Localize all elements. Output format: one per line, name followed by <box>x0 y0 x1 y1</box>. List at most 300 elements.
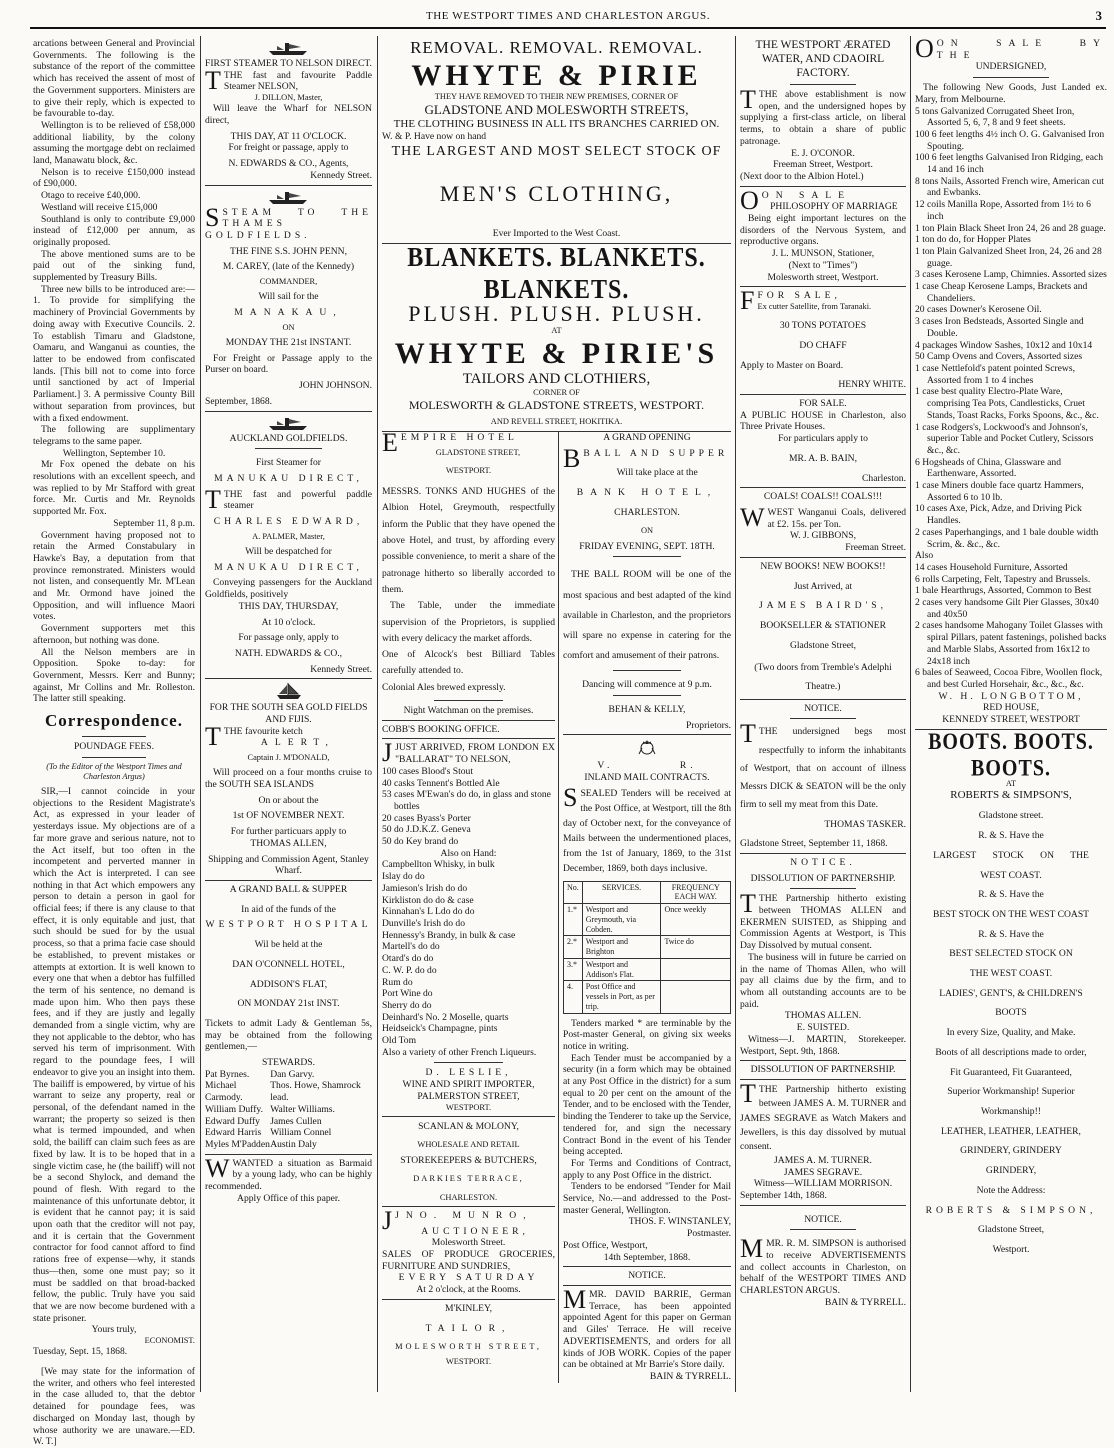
ad-headline: JJUST ARRIVED, FROM LONDON EX "BALLARAT" TO NELSON, <box>382 738 555 768</box>
ad-date: 14th September, 1868. <box>603 1251 691 1263</box>
ad-at: AT <box>551 326 562 336</box>
ad-body: THE LARGEST AND MOST SELECT STOCK OF <box>391 143 722 159</box>
ad-product: PHILOSOPHY OF MARRIAGE <box>770 201 898 213</box>
ad-signature: BAIN & TYRRELL. <box>649 1370 731 1382</box>
ad-venue: CHARLESTON. <box>614 506 680 518</box>
ad-body: TTHE favourite ketch <box>205 721 303 751</box>
ad-body: TTHE above establishment is now open, and the undersigned hopes by supplying a first-class article, on liberal terms, to obtain a share of public patronage. <box>740 85 906 147</box>
ad-date: FRIDAY EVENING, SEPT. 18TH. <box>579 540 715 552</box>
ad-subheading: Also on Hand: <box>440 847 497 859</box>
ad-route: MANUKAU DIRECT, <box>214 472 363 484</box>
ad-trade: TAILOR, <box>425 1322 512 1334</box>
divider <box>382 1206 555 1207</box>
ad-signature: THOMAS TASKER. <box>824 818 906 830</box>
ad-signature: THOMAS ALLEN. <box>784 1010 862 1022</box>
list-item: 4 packages Window Sashes, 10x12 and 10x14 <box>915 339 1093 351</box>
list-item: Also a variety of other French Liqueurs. <box>382 1046 537 1058</box>
ad-body: Superior Workmanship! Superior <box>947 1086 1075 1098</box>
divider <box>613 670 680 671</box>
steward-name: Edward Harris <box>205 1127 262 1139</box>
steward-name: Myles M'Padden <box>205 1138 270 1150</box>
ad-name: ROBERTS & SIMPSON'S, <box>950 789 1072 802</box>
ad-body: TTHE undersigned begs most respectfully to inform the inhabitants of Westport, that on account of illness Messrs DICK & SEATON will be the only firm to sell my meat from this Date. <box>740 719 906 811</box>
list-item: 3 cases Iron Bedsteads, Assorted Single and Double. <box>915 316 1084 339</box>
divider <box>82 757 147 758</box>
table-cell: Westport and Greymouth, via Cobden. <box>582 904 661 936</box>
ad-body: Will take place at the <box>616 467 698 479</box>
ad-address: Freeman Street. <box>845 542 906 554</box>
ad-venue: ADDISON'S FLAT, <box>249 978 328 990</box>
table-cell: Once weekly <box>661 904 731 936</box>
ad-body: R. & S. Have the <box>978 928 1044 940</box>
ad-headline: FOR SALE. <box>799 398 847 410</box>
column-merchandise <box>912 34 1110 1390</box>
ad-headline: NOTICE. <box>628 1270 666 1282</box>
ad-address: WESTPORT. <box>445 465 492 475</box>
news-paragraph: All the Nelson members are in Opposition. Spoke to-day: for Government, Messrs. Kerr and Bunny; against, Mr Collins and Mr. Rolleston. The latter still speaking. <box>33 646 195 705</box>
ad-address: GLADSTONE STREET, <box>435 447 521 457</box>
list-item: 1 bale Hearthrugs, Assorted, Common to Best <box>915 585 1092 597</box>
list-item: 2 cases very handsome Gilt Pier Glasses, 30x40 and 40x50 <box>915 597 1099 620</box>
ad-headline: NOTICE. <box>804 1213 842 1225</box>
divider <box>382 1116 555 1117</box>
ad-headline: NEW BOOKS! NEW BOOKS!! <box>760 560 886 572</box>
list-item: Heidseick's Champagne, pints <box>382 1023 498 1035</box>
divider <box>740 1060 906 1061</box>
ad-body: Workmanship!! <box>981 1105 1041 1117</box>
column-divider <box>200 36 201 1392</box>
list-item: 10 cases Axe, Pick, Adze, and Driving Pick Handles. <box>915 503 1082 527</box>
ad-headline: COBB'S BOOKING OFFICE. <box>382 723 500 735</box>
news-paragraph: Otago to receive £40,000. <box>41 190 141 202</box>
masthead-title: THE WESTPORT TIMES AND CHARLESTON ARGUS. <box>425 10 711 22</box>
list-item: 100 cases Blood's Stout <box>382 765 474 777</box>
ad-signature: JOHN JOHNSON. <box>298 380 372 392</box>
list-item: 6 Hogsheads of China, Glassware and Earthenware, Assorted. <box>915 456 1062 480</box>
ad-body: Will be despatched for <box>245 545 332 557</box>
ad-date: ON MONDAY 21st INST. <box>237 998 340 1010</box>
divider <box>740 853 906 854</box>
ad-signature: THOS. F. WINSTANLEY, <box>628 1216 731 1228</box>
ad-body: In every Size, Quality, and Make. <box>946 1027 1076 1039</box>
ad-headline: FIRST STEAMER TO NELSON DIRECT. <box>205 58 372 69</box>
ad-body: R. & S. Have the <box>978 889 1044 901</box>
ad-body: The Table, under the immediate supervision of the Proprietors, is supplied with every delicacy the market affords. <box>382 600 555 644</box>
editor-note: [We may state for the information of the writer, and others who feel interested in the case alluded to, that the debtor detained for poundage fees, was discharged on Monday last, though by whose authority we are unaware.—ED. W. T.] <box>33 1366 195 1448</box>
list-item: 12 coils Manilla Rope, Assorted from 1½ to 6 inch <box>915 199 1091 222</box>
dateline: Wellington, September 10. <box>62 447 166 459</box>
table-row <box>564 958 731 981</box>
letter-closing: Yours truly, <box>91 1324 137 1336</box>
ad-headline: SSTEAM TO THE THAMES GOLDFIELDS. <box>205 202 372 241</box>
column-divider <box>377 36 378 1392</box>
ad-product: DO CHAFF <box>799 339 847 351</box>
ad-address: Molesworth Street. <box>431 1237 506 1249</box>
ad-body: W. & P. Have now on hand <box>382 131 487 143</box>
ad-body: Just Arrived, at <box>793 580 853 592</box>
ad-on: ON <box>640 526 654 536</box>
ad-body: WWEST Wanganui Coals, delivered at £2. 15s. per Ton. <box>740 502 906 532</box>
ad-role: Proprietors. <box>685 719 731 731</box>
list-item: 2 cases Paperhangings, and 1 bale double width Scrim, &. &c., &c. <box>915 526 1099 550</box>
divider <box>382 1299 555 1300</box>
list-item: 20 cases Byass's Porter <box>382 812 471 824</box>
news-paragraph: Nelson is to receive £150,000 instead of £90,000. <box>33 166 195 190</box>
divider <box>205 185 372 186</box>
spirits-list <box>382 859 555 1058</box>
ad-time: At 10 o'clock. <box>261 616 316 628</box>
ad-headline: DISSOLUTION OF PARTNERSHIP. <box>750 1064 896 1076</box>
ad-name: M'KINLEY, <box>444 1302 493 1314</box>
ad-product: PLUSH. PLUSH. PLUSH. <box>408 301 705 327</box>
divider <box>82 736 147 737</box>
table-header: SERVICES. <box>582 881 661 904</box>
ad-agent: NATH. EDWARDS & CO., <box>234 647 343 659</box>
ad-product: BLANKETS. BLANKETS. BLANKETS. <box>407 242 706 305</box>
news-paragraph: Government supporters met this afternoon, but nothing was done. <box>33 623 195 646</box>
steward-name: Thos. Howe, Shamrock lead. <box>270 1080 361 1104</box>
ad-address: MOLESWORTH STREET, <box>395 1342 542 1352</box>
ad-headline: NOTICE. <box>804 702 842 714</box>
steward-name: James Cullen <box>270 1115 322 1127</box>
steward-name: William Duffy. <box>205 1103 263 1115</box>
ad-body: Conveying passengers for the Auckland Goldfields, positively <box>205 577 372 601</box>
ad-witness: Witness—J. MARTIN, Storekeeper. Westport, Sept. 9th, 1868. <box>740 1033 906 1057</box>
ad-ship: CHARLES EDWARD, <box>213 516 364 528</box>
list-item: Deinhard's No. 2 Moselle, quarts <box>382 1011 509 1023</box>
ad-port: MANAKAU, <box>234 307 343 319</box>
ad-signature: E. SUISTED. <box>796 1022 850 1034</box>
divider <box>740 394 906 395</box>
list-item: 6 rolls Carpeting, Felt, Tapestry and Brussels. <box>915 573 1091 585</box>
ad-body: The following New Goods, Just Landed ex. Mary, from Melbourne. <box>915 82 1107 105</box>
divider <box>740 286 906 287</box>
royal-cipher: V. R. <box>597 759 697 771</box>
list-item: 100 6 feet lengths 4½ inch O. G. Galvanised Iron Spouting. <box>915 128 1105 152</box>
divider <box>613 556 680 557</box>
list-item: 1 ton Plain Galvanized Sheet Iron, 24, 26 and 28 guage. <box>915 245 1102 269</box>
ad-headline: EEMPIRE HOTEL <box>382 427 518 457</box>
steamship-icon <box>267 189 311 205</box>
ad-body: The business will in future be carried on in the name of Thomas Allen, who will pay all claims due by the firm, and to whom all outstanding accounts are to be paid. <box>740 951 906 1010</box>
list-item: 1 case Cheap Kerosene Lamps, Brackets and Chandeliers. <box>915 281 1088 304</box>
ad-address: Molesworth street, Westport. <box>767 271 879 283</box>
table-cell: 1.* <box>564 904 583 936</box>
ad-body: First Steamer for <box>255 457 321 469</box>
list-item: 50 do J.D.K.Z. Geneva <box>382 824 471 836</box>
table-cell: Westport and Addison's Flat. <box>582 958 661 981</box>
ad-signature: BAIN & TYRRELL. <box>824 1296 906 1308</box>
column-news <box>30 38 198 1448</box>
ad-body: THE BALL ROOM will be one of the most spacious and best adapted of the kind available in Charleston, and the proprietors will spare no expense in catering for the comfort and amusement of their patrons. <box>563 569 731 661</box>
ad-role: COMMANDER, <box>259 277 318 287</box>
ad-role: Shipping and Commission Agent, Stanley Wharf. <box>208 853 369 877</box>
list-item: 2 cases handsome Mahogany Toilet Glasses with spiral Pillars, patent fastenings, polished backs and Marble Slabs, Assorted from 16x12 to 24x18 inch <box>915 620 1107 667</box>
table-cell: Post Office and vessels in Port, as per trip. <box>582 981 661 1013</box>
mail-services-table <box>563 881 731 1014</box>
editor-address: (To the Editor of the Westport Times and Charleston Argus) <box>46 761 182 781</box>
table-cell <box>661 958 731 981</box>
ad-address: GLADSTONE AND MOLESWORTH STREETS, <box>424 101 689 117</box>
ad-body: Apply to Master on Board. <box>740 359 844 371</box>
list-item: 53 cases M'Ewan's do do, in glass and stone bottles <box>382 789 551 812</box>
ad-body: Dancing will commence at 9 p.m. <box>582 679 712 691</box>
ad-date: September 14th, 1868. <box>740 1189 827 1201</box>
ad-body: THE CLOTHING BUSINESS IN ALL ITS BRANCHES CARRIED ON. <box>393 117 720 130</box>
list-item: 50 do Key brand do <box>382 836 459 848</box>
ad-witness: Witness—WILLIAM MORRISON. <box>753 1178 893 1190</box>
ad-body: THE WEST COAST. <box>969 968 1053 980</box>
ad-body: Tenders to be endorsed "Tender for Mail Service, No.—and addressed to the Post-master General, Wellington. <box>563 1181 731 1216</box>
ad-body: THEY HAVE REMOVED TO THEIR NEW PREMISES, CORNER OF <box>434 91 679 101</box>
ad-body: TTHE fast and favourite Paddle Steamer NELSON, <box>205 65 372 95</box>
ad-day: EVERY SATURDAY <box>398 1272 539 1284</box>
stewards-list <box>205 1069 372 1151</box>
divider <box>205 411 372 412</box>
ad-cause: WESTPORT HOSPITAL <box>205 919 372 931</box>
column-divider <box>735 36 736 1392</box>
ad-address: MOLESWORTH & GLADSTONE STREETS, WESTPORT. <box>408 398 705 413</box>
ad-date: September, 1868. <box>205 395 273 407</box>
news-paragraph: The following are supplimentary telegrams to the same paper. <box>33 424 195 447</box>
ad-headline: THE WESTPORT ÆRATED WATER, AND CDAOIRL FACTORY. <box>755 39 891 80</box>
ad-date: MONDAY THE 21st INSTANT. <box>225 337 352 348</box>
ad-body: Tickets to admit Lady & Gentleman 5s, may be obtained from the following gentlemen,— <box>205 1017 372 1053</box>
firm-name: WHYTE & PIRIE <box>411 58 702 92</box>
ad-product: 30 TONS POTATOES <box>779 320 867 332</box>
ad-signature: J. L. MUNSON, Stationer, <box>771 248 875 260</box>
ad-body: TTHE fast and powerful paddle steamer <box>205 484 372 514</box>
ad-signature: E. J. O'CONOR. <box>791 147 855 159</box>
divider <box>973 77 1050 78</box>
ad-product: BOOTS. BOOTS. BOOTS. <box>928 729 1094 782</box>
list-item: 1 case Rodgers's, Lockwood's and Johnson's, superior Table and Pocket Cutlery, Scissors &c., &c. <box>915 421 1094 456</box>
ad-body: For particulars apply to <box>778 433 868 445</box>
ad-body: For further particuars apply to <box>230 826 347 838</box>
news-paragraph: Three new bills to be introduced are:—1. To provide for simplifying the machinery of Provincial Governments by doing away with Executive Councils. 2. To establish Timaru and Gladstone, Oamaru, and Wanganui as counties, the latter to be endowed from confiscated lands. [This bill not to come into force until sanctioned by act of Imperial Parliament.] 3. A permissive County Bill without separation from provinces, but with a fixed endowment. <box>33 283 195 424</box>
ad-address: RED HOUSE, <box>983 702 1039 714</box>
ad-body: MMR. DAVID BARRIE, German Terrace, has been appointed appointed Agent for this paper on German and Giles' Terrace. He will receive ADVERTISEMENTS, and orders for all kinds of JOB WORK. Copies of the paper can be obtained at Mr Barrie's Store daily. <box>563 1284 731 1371</box>
section-heading: Correspondence. <box>45 711 183 731</box>
ad-body: LARGEST STOCK ON THE <box>933 849 1089 861</box>
subcolumn-left <box>382 427 559 1383</box>
table-cell: 3.* <box>564 958 583 981</box>
table-cell: 2.* <box>564 936 583 959</box>
ad-venue: DAN O'CONNELL HOTEL, <box>232 958 345 970</box>
list-item: 3 cases Kerosene Lamp, Chimnies. Assorted sizes <box>915 269 1107 281</box>
news-paragraph: The above mentioned sums are to be paid out of the sinking fund, supplemented by Treasury Bills. <box>33 248 195 284</box>
list-item: 100 6 feet lengths Galvanised Iron Ridging, each 14 and 16 inch <box>915 152 1104 176</box>
ad-address: (Next door to the Albion Hotel.) <box>740 170 864 182</box>
ad-ship: ALERT, <box>260 737 335 749</box>
divider <box>790 84 856 85</box>
news-paragraph: Wellington is to be relieved of £58,000 additional liability, by the colony assuming the mortgage debt on reclaimed land, Manawatu block, &c. <box>33 119 195 167</box>
list-item: 40 casks Tennent's Bottled Ale <box>382 777 500 789</box>
divider <box>563 1285 731 1286</box>
list-item: Also <box>915 550 934 562</box>
masthead-rule <box>30 27 1106 29</box>
column-shipping <box>202 38 375 1390</box>
ad-body: CORNER OF <box>533 387 580 397</box>
ad-body: TTHE Partnership hitherto existing between THOMAS ALLEN and EKERMEN SUISTED, as Shipping and Commission Agents at Westport, is This Day Dissolved by mutual consent. <box>740 889 906 952</box>
table-cell: Westport and Brighton <box>582 936 661 959</box>
ad-trade: TAILORS AND CLOTHIERS, <box>462 370 651 387</box>
table-cell <box>661 981 731 1013</box>
steward-name: Dan Garvy. <box>270 1068 315 1080</box>
ad-address: Gladstone Street, <box>977 1224 1045 1236</box>
table-body <box>564 904 731 1014</box>
ad-body: Apply Office of this paper. <box>237 1192 340 1204</box>
ad-body: Note the Address: <box>976 1184 1046 1196</box>
ad-body: Fit Guaranteed, Fit Guaranteed, <box>950 1066 1072 1078</box>
ad-body: In aid of the funds of the <box>241 903 336 915</box>
divider <box>434 700 503 701</box>
ad-body: Ex cutter Satellite, from Taranaki. <box>757 302 872 311</box>
ad-body: A PUBLIC HOUSE in Charleston, also Three Private Houses. <box>740 409 906 433</box>
steward-name: Austin Daly <box>270 1138 317 1150</box>
ad-body: SSEALED Tenders will be received at the Post Office, at Westport, till the 8th day of October next, for the conveyance of Mails between the undermentioned places, from the 1st of January, 1869, to the 31st December, 1869, both days inclusive. <box>563 783 731 874</box>
ad-body: WWANTED a situation as Barmaid by a young lady, who can be highly recommended. <box>205 1153 372 1193</box>
ad-route: MANUKAU DIRECT, <box>214 561 363 573</box>
column-divider <box>910 36 911 1392</box>
column-advertisements <box>379 38 734 1390</box>
divider <box>740 186 906 187</box>
ad-address: PALMERSTON STREET, <box>417 1090 520 1102</box>
ad-address: (Two doors from Tremble's Adelphi Theatre.) <box>754 662 892 692</box>
steward-name: Walter Williams. <box>270 1103 335 1115</box>
list-item: 1 case best quality Electro-Plate Ware, comprising Tea Pots, Candlesticks, Cruet Stands, Toast Racks, Forks Spoons, &c., &c. <box>915 386 1099 421</box>
list-item: 1 case Nettlefold's patent pointed Screws, Assorted from 1 to 4 inches <box>915 362 1075 386</box>
ad-body: LADIES', GENT'S, & CHILDREN'S <box>939 987 1083 999</box>
divider <box>790 888 856 889</box>
ad-product: MEN'S CLOTHING, <box>439 181 674 207</box>
dateline: September 11, 8 p.m. <box>113 517 195 529</box>
ad-trade: WHOLESALE AND RETAIL <box>417 1140 520 1150</box>
table-cell: Twice do <box>661 936 731 959</box>
ad-body: MMR. R. M. SIMPSON is authorised to receive ADVERTISEMENTS and collect accounts in Charleston, on behalf of the WESTPORT TIMES AND CHARLESTON ARGUS. <box>740 1234 906 1297</box>
list-item: 20 cases Downer's Kerosene Oil. <box>915 304 1042 316</box>
ad-body: MESSRS. TONKS AND HUGHES of the Albion Hotel, Greymouth, respectfully inform the Public that they have opened the above Hotel, and trust, by affording every possible convenience, to merit a share of the patronage hitherto so liberally accorded to them. <box>382 486 555 595</box>
divider <box>740 1079 906 1080</box>
table-row <box>564 904 731 936</box>
ad-name: D. LESLIE, <box>425 1067 512 1079</box>
ad-signature: JAMES SEGRAVE. <box>783 1166 863 1178</box>
divider <box>740 699 906 700</box>
steward-name: Pat Byrnes. <box>205 1068 250 1080</box>
ad-subcolumns <box>382 427 731 1383</box>
masthead <box>30 4 1106 30</box>
ad-body: TTHE Partnership hitherto existing between JAMES A. M. TURNER and JAMES SEGRAVE as Watch Makers and Jewellers, is this day dissolved by mutual consent. <box>740 1078 906 1153</box>
list-item: 14 cases Household Furniture, Assorted <box>915 561 1068 573</box>
divider <box>205 1154 372 1155</box>
ad-venue: BANK HOTEL, <box>576 487 718 499</box>
list-item: Campbellton Whisky, in bulk <box>382 859 495 871</box>
cargo-list <box>382 766 555 848</box>
ad-headline: UNDERSIGNED, <box>975 61 1047 73</box>
divider <box>790 1229 856 1230</box>
ad-body: Will proceed on a four months cruise to the SOUTH SEA ISLANDS <box>205 767 372 791</box>
divider <box>790 718 856 719</box>
ad-body: BEST STOCK ON THE WEST COAST <box>932 908 1090 920</box>
ad-signature: W. J. GIBBONS, <box>789 530 856 542</box>
ad-body: Each Tender must be accompanied by a security (in a form which may be obtained at any Post Office in the district) for a sum equal to 20 per cent on the amount of the Tender, and to be enclosed with the Tender, binding the Tenderer to take up the Service, tendered for, and sign the necessary Contract Bond in the event of his Tender being accepted. <box>563 1052 731 1158</box>
ad-headline: A GRAND OPENING <box>603 431 691 443</box>
ad-headline: OON SALE <box>740 185 852 215</box>
divider <box>255 448 322 449</box>
list-item: 1 case Miners double face quartz Hammers, Assorted 6 to 10 lb. <box>915 480 1084 503</box>
news-paragraph: Government having proposed not to retain the Armed Constabulary in Hawke's Bay, a deputation from that province remonstrated. Ministers would not listen, and consequently Mr. M'Lean and Mr. Ormond have joined the Opposition, and will influence Maori votes. <box>33 529 195 623</box>
stewards-left <box>205 1069 270 1151</box>
royal-crest <box>563 738 731 760</box>
ad-body: On or about the <box>258 794 319 806</box>
list-item: Kirkliston do do & case <box>382 894 474 906</box>
ad-address: WESTPORT. <box>445 1356 492 1366</box>
ad-body: Boots of all descriptions made to order, <box>935 1046 1087 1058</box>
ad-signature: JAMES A. M. TURNER. <box>774 1154 872 1166</box>
ad-body: BEST SELECTED STOCK ON <box>949 948 1073 960</box>
table-row <box>564 936 731 959</box>
ad-date: Post Office, Westport, <box>563 1239 648 1251</box>
list-item: Port Wine do <box>382 988 433 1000</box>
list-item: 50 Camp Ovens and Covers, Assorted sizes <box>915 351 1083 363</box>
ad-headline: DISSOLUTION OF PARTNERSHIP. <box>750 872 896 884</box>
ad-address: Charleston. <box>862 472 906 484</box>
list-item: Islay do do <box>382 871 425 883</box>
ad-body: Night Watchman on the premises. <box>403 705 534 717</box>
ad-trade: BOOKSELLER & STATIONER <box>759 619 887 631</box>
ad-address: Freeman Street, Westport. <box>773 159 873 171</box>
ad-date: THIS DAY, THURSDAY, <box>238 600 339 612</box>
divider <box>613 695 680 696</box>
goods-list <box>915 106 1107 691</box>
ad-role: Postmaster. <box>687 1228 731 1240</box>
ad-body: For Terms and Conditions of Contract, apply to any Post Office in the district. <box>563 1157 731 1181</box>
ad-address: Kennedy Street. <box>310 663 372 675</box>
divider <box>382 720 555 721</box>
ad-address: Westport. <box>992 1243 1030 1255</box>
column-notices <box>737 38 909 1390</box>
ad-address: WESTPORT. <box>445 1102 492 1112</box>
page-number: 3 <box>1095 8 1102 23</box>
divider <box>434 1062 503 1063</box>
ad-body: For passage only, apply to <box>238 632 339 644</box>
ad-signature: HENRY WHITE. <box>838 379 906 391</box>
steamship-icon <box>267 40 311 56</box>
divider <box>563 734 731 735</box>
ad-at: AT <box>1005 778 1017 788</box>
ad-headline: A GRAND BALL & SUPPER <box>229 884 348 895</box>
ad-headline: INLAND MAIL CONTRACTS. <box>584 771 710 783</box>
list-item: 1 ton Plain Black Sheet Iron 24, 26 and 28 guage. <box>915 222 1106 234</box>
ad-headline: FFOR SALE, <box>740 286 841 316</box>
divider <box>740 1205 906 1206</box>
ad-name: ROBERTS & SIMPSON, <box>925 1204 1097 1216</box>
ad-headline: COALS! COALS!! COALS!!! <box>763 491 883 503</box>
ad-signature: MR. A. B. BAIN, <box>789 452 857 464</box>
steward-name: Edward Duffy <box>205 1115 260 1127</box>
ad-agent: THOMAS ALLEN, <box>250 837 327 849</box>
news-paragraph: Westland will receive £15,000 <box>41 201 158 213</box>
steward-name: Michael Carmody. <box>205 1080 243 1104</box>
steward-name: William Connel <box>270 1127 332 1139</box>
ad-body: SALES OF PRODUCE GROCERIES, FURNITURE AND SUNDRIES, <box>382 1249 555 1272</box>
ad-body: GRINDERY, <box>985 1165 1037 1177</box>
ad-master: A. PALMER, Master, <box>252 531 325 541</box>
ad-master: M. CAREY, (late of the Kennedy) <box>222 261 355 273</box>
ad-master: J. DILLON, Master, <box>254 93 323 103</box>
news-paragraph: Mr Fox opened the debate on his resolutions with an excellent speech, and was replied to by Mr Stafford with great force. Mr. Curtis and Mr. Reynolds supported Mr. Fox. <box>33 459 195 518</box>
steamship-icon <box>267 415 311 431</box>
